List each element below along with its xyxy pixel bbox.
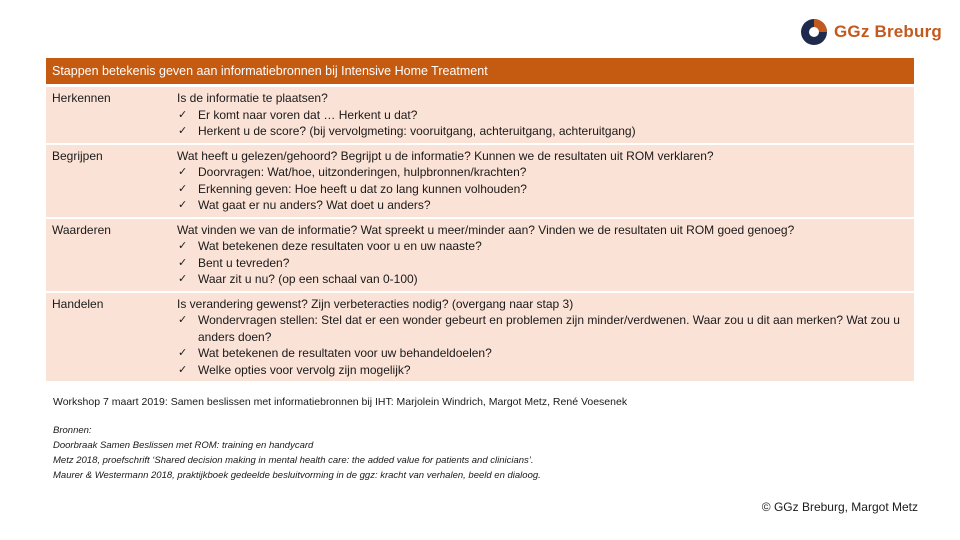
brand-name: GGz Breburg bbox=[834, 22, 942, 41]
step-description bbox=[170, 87, 914, 143]
checklist-item bbox=[177, 238, 906, 255]
checklist-item bbox=[177, 181, 906, 198]
step-question: Wat vinden we van de informatie? Wat spreekt u meer/minder aan? Vinden we de resultaten uit ROM goed genoeg? bbox=[177, 222, 795, 237]
checklist-item bbox=[177, 271, 906, 288]
checkmark-icon: ✓ bbox=[178, 199, 188, 211]
checklist-item-text: Doorvragen: Wat/hoe, uitzonderingen, hulpbronnen/krachten? bbox=[198, 165, 527, 179]
checklist-item bbox=[177, 107, 906, 124]
source-item: Metz 2018, proefschrift ‘Shared decision making in mental health care: the added value for patients and clinicians’. bbox=[53, 455, 534, 466]
step-label: Handelen bbox=[52, 296, 104, 311]
step-description bbox=[170, 145, 914, 217]
checkmark-icon: ✓ bbox=[178, 240, 188, 252]
checklist-item-text: Welke opties voor vervolg zijn mogelijk? bbox=[198, 362, 411, 377]
checkmark-icon: ✓ bbox=[178, 125, 188, 137]
checklist-item bbox=[177, 197, 906, 214]
step-question: Wat heeft u gelezen/gehoord? Begrijpt u de informatie? Kunnen we de resultaten uit ROM verklaren? bbox=[177, 148, 714, 163]
checklist-item-text: Wat betekenen de resultaten voor uw behandeldoelen? bbox=[198, 346, 492, 360]
checkmark-icon: ✓ bbox=[178, 166, 188, 178]
table-body bbox=[46, 84, 914, 381]
checkmark-icon: ✓ bbox=[178, 256, 188, 269]
checklist-item-text: Erkenning geven: Hoe heeft u dat zo lang kunnen volhouden? bbox=[198, 181, 527, 196]
checklist-item bbox=[177, 255, 906, 272]
sources-block bbox=[53, 423, 541, 483]
step-description bbox=[170, 293, 914, 382]
sources-heading: Bronnen: bbox=[53, 425, 92, 436]
checkmark-icon: ✓ bbox=[178, 347, 188, 359]
checklist-item-text: Waar zit u nu? (op een schaal van 0-100) bbox=[198, 272, 418, 286]
checkmark-icon: ✓ bbox=[178, 363, 188, 376]
checklist-item-text: Herkent u de score? (bij vervolgmeting: vooruitgang, achteruitgang, achteruitgang) bbox=[198, 124, 636, 138]
checklist-item-text: Er komt naar voren dat … Herkent u dat? bbox=[198, 107, 418, 122]
checklist-item bbox=[177, 312, 906, 345]
table-row bbox=[46, 143, 914, 217]
table-row bbox=[46, 217, 914, 291]
step-label: Herkennen bbox=[52, 91, 111, 105]
ggz-logo-icon bbox=[800, 18, 828, 46]
copyright-text: © GGz Breburg, Margot Metz bbox=[761, 500, 918, 514]
step-description bbox=[170, 219, 914, 291]
checkmark-icon: ✓ bbox=[178, 314, 188, 326]
table-row bbox=[46, 84, 914, 143]
step-label: Begrijpen bbox=[52, 148, 103, 163]
checklist-item bbox=[177, 123, 906, 140]
checklist-item bbox=[177, 164, 906, 181]
checklist bbox=[177, 238, 906, 288]
step-question: Is verandering gewenst? Zijn verbeteracties nodig? (overgang naar stap 3) bbox=[177, 296, 574, 311]
checklist bbox=[177, 164, 906, 214]
checkmark-icon: ✓ bbox=[178, 273, 188, 285]
checklist-item-text: Bent u tevreden? bbox=[198, 255, 290, 270]
source-item: Doorbraak Samen Beslissen met ROM: training en handycard bbox=[53, 440, 314, 451]
step-label: Waarderen bbox=[52, 222, 111, 237]
workshop-note: Workshop 7 maart 2019: Samen beslissen met informatiebronnen bij IHT: Marjolein Windrich, Margot Metz, René Voesenek bbox=[53, 396, 628, 408]
checkmark-icon: ✓ bbox=[178, 108, 188, 121]
source-item: Maurer & Westermann 2018, praktijkboek gedeelde besluitvorming in de ggz: kracht van verhalen, beeld en dialoog. bbox=[53, 470, 541, 481]
checklist-item-text: Wat betekenen deze resultaten voor u en uw naaste? bbox=[198, 239, 482, 253]
table-row bbox=[46, 291, 914, 382]
checklist-item-text: Wat gaat er nu anders? Wat doet u anders? bbox=[198, 198, 431, 212]
checklist-item-text: Wondervragen stellen: Stel dat er een wonder gebeurt en problemen zijn minder/verdwenen. Waar zou u dit aan merken? Wat zou u anders doen? bbox=[198, 313, 900, 344]
checkmark-icon: ✓ bbox=[178, 182, 188, 195]
steps-table bbox=[46, 58, 914, 381]
brand-logo bbox=[800, 16, 942, 48]
step-question: Is de informatie te plaatsen? bbox=[177, 91, 328, 105]
checklist-item bbox=[177, 345, 906, 362]
checklist bbox=[177, 312, 906, 378]
checklist bbox=[177, 107, 906, 140]
checklist-item bbox=[177, 362, 906, 379]
table-title: Stappen betekenis geven aan informatiebronnen bij Intensive Home Treatment bbox=[46, 58, 914, 84]
